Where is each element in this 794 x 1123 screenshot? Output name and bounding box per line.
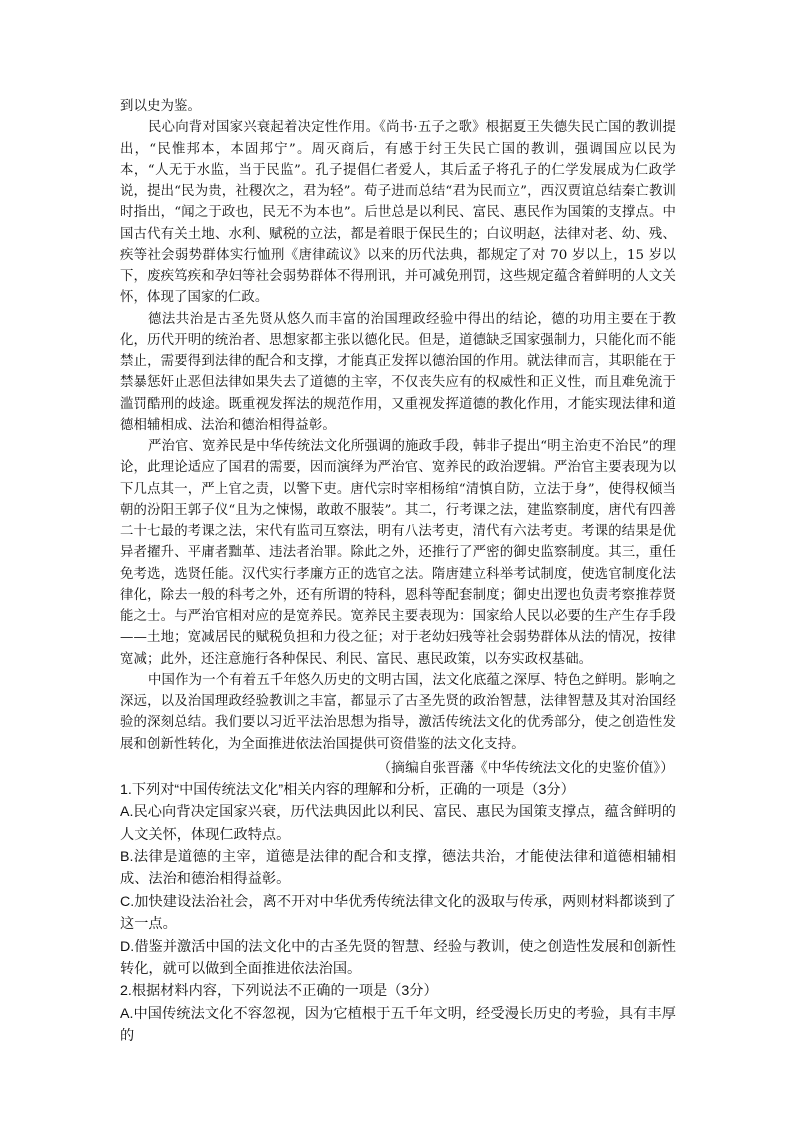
question-1-option-d: D.借鉴并激活中国的法文化中的古圣先贤的智慧、经验与教训，使之创造性发展和创新性转化，就可以做到全面推进依法治国。 <box>120 938 676 977</box>
question-1-option-a: A.民心向背决定国家兴衰，历代法典因此以利民、富民、惠民为国策支撑点，蕴含鲜明的人文关怀，体现仁政特点。 <box>120 804 676 843</box>
passage-intro-line: 到以史为鉴。 <box>120 99 201 114</box>
question-1-option-b: B.法律是道德的主宰，道德是法律的配合和支撑，德法共治，才能使法律和道德相辅相成、法治和德治相得益彰。 <box>120 848 676 888</box>
question-1-option-c: C.加快建设法治社会，离不开对中华优秀传统法律文化的汲取与传承，两则材料都谈到了这一点。 <box>120 893 676 933</box>
question-2-stem: 2.根据材料内容，下列说法不正确的一项是（3分） <box>120 983 438 1000</box>
passage-paragraph-2: 德法共治是古圣先贤从悠久而丰富的治国理政经验中得出的结论，德的功用主要在于教化，历代开明的统治者、思想家都主张以德化民。但是，道德缺乏国家强制力，只能化而不能禁止，需要得到法律的配合和支撑，才能真正发挥以德治国的作用。就法律而言，其职能在于禁暴惩奸止恶但法律如果失去了道德的主宰，不仅丧失应有的权威性和正义性，而且难免流于滥罚酷刑的歧途。既重视发挥法的规范作用，又重视发挥道德的教化作用，才能实现法律和道德相辅相成、法治和德治相得益彰。 <box>120 311 676 433</box>
passage-paragraph-4: 中国作为一个有着五千年悠久历史的文明古国，法文化底蕴之深厚、特色之鲜明。影响之深远，以及治国理政经验教训之丰富，都显示了古圣先贤的政治智慧，法律智慧及其对治国经验的深刻总结。我们要以习近平法治思想为指导，激活传统法文化的优秀部分，使之创造性发展和创新性转化，为全面推进依法治国提供可资借鉴的法文化支持。 <box>120 672 676 752</box>
question-2-option-a: A.中国传统法文化不容忽视，因为它植根于五千年文明，经受漫长历史的考验，具有丰厚的 <box>120 1005 676 1045</box>
exam-content <box>120 96 676 1048</box>
passage-source: （摘编自张晋藩《中华传统法文化的史鉴价值》） <box>377 759 674 775</box>
passage-paragraph-1: 民心向背对国家兴衰起着决定性作用。《尚书·五子之歌》根据夏王失德失民亡国的教训提出，“民惟邦本，本固邦宁”。周灭商后，有感于纣王失民亡国的教训，强调国应以民为本，“人无于水监，当于民监”。孔子提倡仁者爱人，其后孟子将孔子的仁学发展成为仁政学说，提出“民为贵，社稷次之，君为轻”。荀子进而总结“君为民而立”，西汉贾谊总结秦亡教训时指出，“闻之于政也，民无不为本也”。后世总是以利民、富民、惠民作为国策的支撑点。中国古代有关土地、水利、赋税的立法，都是着眼于保民生的；白议明赵，法律对老、幼、残、疾等社会弱势群体实行恤刑《唐律疏议》以来的历代法典，都规定了对 70 岁以上，15 岁以下，废疾笃疾和孕妇等社会弱势群体不得刑讯，并可减免刑罚，这些规定蕴含着鲜明的人文关怀，体现了国家的仁政。 <box>120 120 676 306</box>
question-1-stem: 1.下列对“中国传统法文化”相关内容的理解和分析，正确的一项是（3分） <box>120 781 575 798</box>
passage-paragraph-3: 严治官、宽养民是中华传统法文化所强调的施政手段，韩非子提出“明主治吏不治民”的理论，此理论适应了国君的需要，因而演绎为严治官、宽养民的政治逻辑。严治官主要表现为以下几点其一，严上官之责，以警下吏。唐代宗时宰相杨绾“清慎自防，立法于身”，使得权倾当朝的汾阳王郭子仪“且为之悚惕，敢敢不服装”。其二，行考课之法，建监察制度，唐代有四善二十七最的考课之法，宋代有监司互察法，明有八法考吏，清代有六法考吏。考课的结果是优异者擢升、平庸者黜革、违法者治罪。除此之外，还推行了严密的御史监察制度。其三，重任免考选，选贤任能。汉代实行孝廉方正的选官之法。隋唐建立科举考试制度，使选官制度化法律化，除去一般的科考之外，还有所谓的特科，恩科等配套制度；御史出逻也负责考察推荐贤能之士。与严治官相对应的是宽养民。宽养民主要表现为：国家给人民以必要的生产生存手段——土地；宽减居民的赋税负担和力役之征；对于老幼妇残等社会弱势群体从法的情况，按律宽减；此外，还注意施行各种保民、利民、富民、惠民政策，以夯实政权基础。 <box>120 439 676 667</box>
